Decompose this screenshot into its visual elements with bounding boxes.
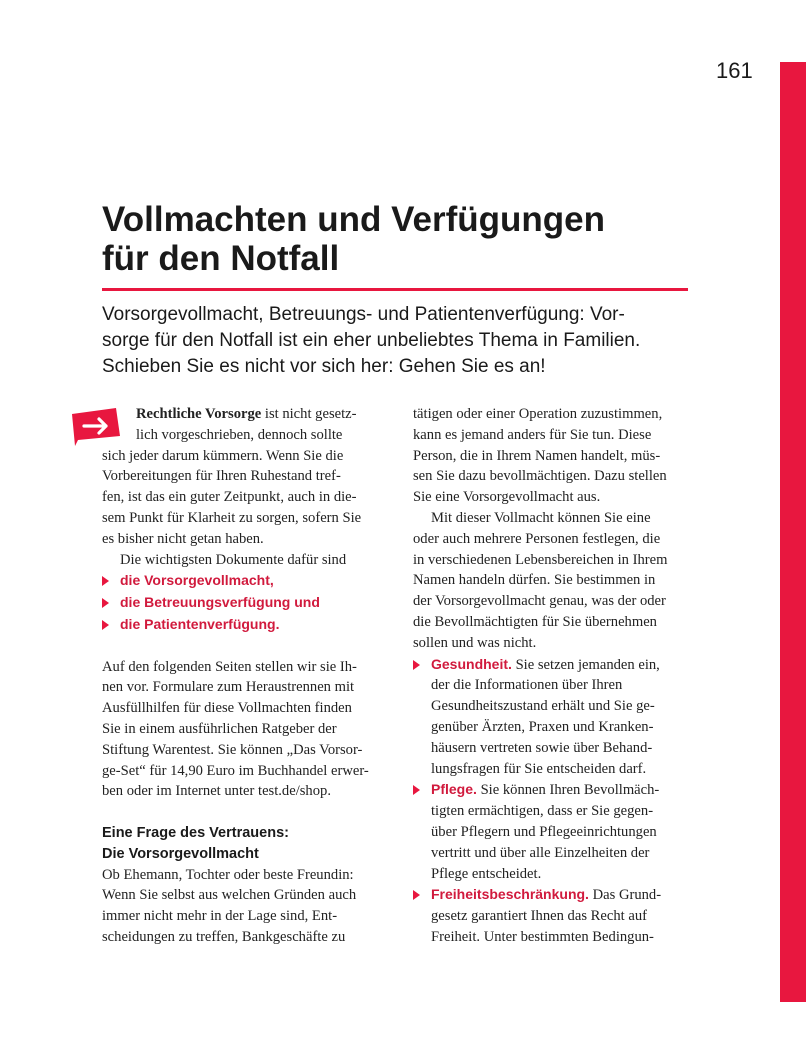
text-line: Sie in einem ausführlichen Ratgeber der (102, 720, 337, 737)
item-line: Freiheit. Unter bestimmten Bedingun- (431, 928, 654, 945)
text-line: ben oder im Internet unter test.de/shop. (102, 783, 331, 800)
triangle-bullet-icon (413, 785, 420, 795)
lead-line: Vorsorgevollmacht, Betreuungs- und Patientenverfügung: Vor- (102, 304, 625, 325)
intro-line: lich vorgeschrieben, dennoch sollte (136, 426, 343, 443)
list-item (102, 614, 394, 636)
list-item (413, 779, 707, 884)
document-name: die Vorsorgevollmacht, (120, 572, 274, 589)
text-line: Namen handeln dürfen. Sie bestimmen in (413, 572, 656, 589)
documents-list (102, 570, 394, 635)
text-line: immer nicht mehr in der Lage sind, Ent- (102, 908, 338, 925)
item-term: Gesundheit. (431, 655, 512, 672)
heading-line: Die Vorsorgevollmacht (102, 845, 259, 862)
item-line: lungsfragen für Sie entscheiden darf. (431, 760, 647, 777)
item-line: gesetz garantiert Ihnen das Recht auf (431, 908, 647, 925)
list-item (413, 884, 707, 947)
item-line: Sie können Ihren Bevollmäch- (480, 782, 660, 799)
list-item (413, 654, 707, 780)
lead-line: Schieben Sie es nicht vor sich her: Gehen Sie es an! (102, 356, 546, 377)
item-line: häusern vertreten sowie über Behand- (431, 739, 653, 756)
item-line: der die Informationen über Ihren (431, 677, 623, 694)
arrow-right-icon (72, 408, 122, 446)
documents-intro: Die wichtigsten Dokumente dafür sind (120, 551, 347, 568)
item-line: über Pflegern und Pflegeeinrichtungen (431, 823, 657, 840)
text-line: die Bevollmächtigten für Sie übernehmen (413, 613, 657, 630)
item-term: Pflege. (431, 781, 477, 798)
intro-first-line (102, 404, 394, 425)
item-line: Gesundheitszustand erhält und Sie ge- (431, 698, 655, 715)
intro-line: es bisher nicht getan haben. (102, 530, 264, 547)
item-line: Pflege entscheidet. (431, 865, 542, 882)
right-column (413, 404, 707, 948)
intro-block (102, 404, 394, 550)
text-line: oder auch mehrere Personen festlegen, die (413, 530, 661, 547)
text-line: Ob Ehemann, Tochter oder beste Freundin: (102, 866, 354, 883)
text-line: Ausfüllhilfen für diese Vollmachten finden (102, 700, 352, 717)
intro-line: sich jeder darum kümmern. Wenn Sie die (102, 447, 344, 464)
item-line: tigten ermächtigen, dass er Sie gegen- (431, 803, 654, 820)
triangle-bullet-icon (102, 576, 109, 586)
item-line: vertritt und über alle Einzelheiten der (431, 844, 650, 861)
text-line: sollen und was nicht. (413, 634, 537, 651)
text-line: Auf den folgenden Seiten stellen wir sie Ih- (102, 658, 357, 675)
triangle-bullet-icon (413, 660, 420, 670)
item-line: Sie setzen jemanden ein, (515, 656, 660, 673)
title-divider (102, 288, 688, 291)
item-term: Freiheitsbeschränkung. (431, 886, 589, 903)
intro-text: ist nicht gesetz- (261, 406, 357, 422)
text-line: nen vor. Formulare zum Heraustrennen mit (102, 679, 355, 696)
page-edge-bar (780, 62, 806, 1002)
forms-paragraph (102, 657, 394, 803)
lead-line: sorge für den Notfall ist ein eher unbeliebtes Thema in Familien. (102, 330, 641, 351)
text-line: sen Sie dazu bevollmächtigen. Dazu stellen (413, 468, 667, 485)
text-line: Mit dieser Vollmacht können Sie eine (431, 509, 651, 526)
page-number: 161 (716, 58, 753, 83)
left-column (102, 404, 394, 948)
text-line: kann es jemand anders für Sie tun. Diese (413, 426, 652, 443)
text-line: Sie eine Vorsorgevollmacht aus. (413, 489, 601, 506)
triangle-bullet-icon (102, 620, 109, 630)
title-line-2: für den Notfall (102, 239, 340, 278)
continuation-paragraph (413, 404, 707, 508)
list-item (102, 592, 394, 614)
text-line: Wenn Sie selbst aus welchen Gründen auch (102, 887, 357, 904)
text-line: in verschiedenen Lebensbereichen in Ihrem (413, 551, 668, 568)
text-line: Person, die in Ihrem Namen handelt, müs- (413, 447, 661, 464)
list-item (102, 570, 394, 592)
power-areas-list (413, 654, 707, 948)
intro-line: sem Punkt für Klarheit zu sorgen, sofern Sie (102, 509, 362, 526)
text-line: tätigen oder einer Operation zuzustimmen, (413, 406, 663, 422)
text-line: der Vorsorgevollmacht genau, was der oder (413, 593, 666, 610)
text-line: ge-Set“ für 14,90 Euro im Buchhandel erwer- (102, 762, 369, 779)
triangle-bullet-icon (413, 890, 420, 900)
page-title (102, 200, 605, 278)
text-line: Stiftung Warentest. Sie können „Das Vorsor- (102, 741, 363, 758)
vollmacht-paragraph (413, 508, 707, 654)
title-line-1: Vollmachten und Verfügungen (102, 200, 605, 239)
item-line: Das Grund- (592, 887, 662, 904)
trust-paragraph (102, 865, 394, 948)
text-line: scheidungen zu treffen, Bankgeschäfte zu (102, 928, 346, 945)
lead-paragraph (102, 302, 702, 380)
section-heading (102, 823, 394, 865)
document-name: die Patientenverfügung. (120, 615, 280, 632)
triangle-bullet-icon (102, 598, 109, 608)
intro-bold-term: Rechtliche Vorsorge (136, 406, 262, 422)
item-line: genüber Ärzten, Praxen und Kranken- (431, 718, 654, 735)
heading-line: Eine Frage des Vertrauens: (102, 824, 289, 841)
intro-line: Vorbereitungen für Ihren Ruhestand tref- (102, 468, 341, 485)
intro-line: fen, ist das ein guter Zeitpunkt, auch in die- (102, 489, 357, 506)
document-name: die Betreuungsverfügung und (120, 594, 320, 611)
